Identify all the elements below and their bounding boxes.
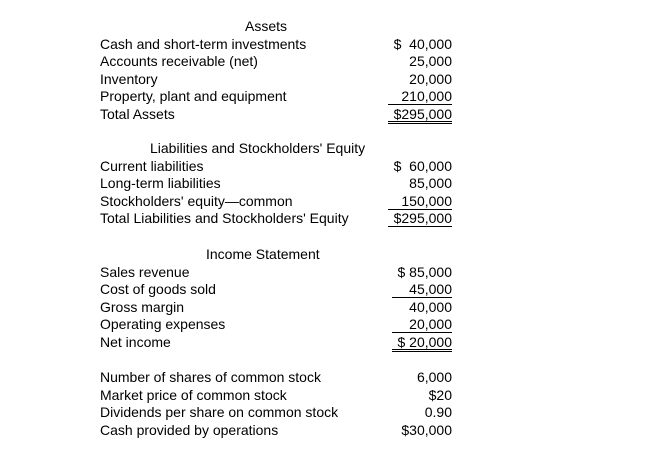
other-data-row xyxy=(100,422,452,440)
row-value: 0.90 xyxy=(424,404,452,421)
row-value: 20,000 xyxy=(392,317,452,333)
row-value: $ 60,000 xyxy=(393,157,452,174)
row-value: 45,000 xyxy=(392,282,452,298)
row-value: 20,000 xyxy=(409,70,452,87)
row-value: $20 xyxy=(428,386,452,403)
row-label: Net income xyxy=(100,333,171,350)
row-value: 210,000 xyxy=(388,89,452,105)
assets-total-row xyxy=(100,106,452,124)
income-row xyxy=(100,316,452,334)
row-value: 40,000 xyxy=(409,298,452,315)
assets-row xyxy=(100,53,452,71)
row-label: Operating expenses xyxy=(100,316,226,333)
income-row xyxy=(100,281,452,299)
row-label: Market price of common stock xyxy=(100,386,287,403)
other-data-section xyxy=(100,369,452,439)
row-label: Number of shares of common stock xyxy=(100,369,321,385)
row-label: Property, plant and equipment xyxy=(100,88,287,105)
row-label: Stockholders' equity—common xyxy=(100,192,293,209)
row-value: $ 40,000 xyxy=(393,35,452,52)
liabilities-row xyxy=(100,175,452,193)
row-value: 25,000 xyxy=(409,53,452,70)
row-label: Cash provided by operations xyxy=(100,421,279,438)
income-row xyxy=(100,264,452,282)
row-value: $295,000 xyxy=(388,211,452,227)
row-label: Total Assets xyxy=(100,105,175,122)
row-label: Long-term liabilities xyxy=(100,175,221,192)
assets-row xyxy=(100,36,452,54)
income-statement-heading: Income Statement xyxy=(206,246,320,262)
income-row xyxy=(100,299,452,317)
liabilities-total-row xyxy=(100,210,452,228)
row-label: Cash and short-term investments xyxy=(100,35,307,52)
assets-row xyxy=(100,71,452,89)
liabilities-row xyxy=(100,193,452,211)
row-label: Dividends per share on common stock xyxy=(100,404,339,421)
row-value: 6,000 xyxy=(416,369,452,385)
income-total-row xyxy=(100,334,452,352)
row-value: 85,000 xyxy=(409,175,452,192)
row-label: Gross margin xyxy=(100,298,185,315)
row-label: Current liabilities xyxy=(100,157,204,174)
row-value: $295,000 xyxy=(388,107,452,124)
assets-row xyxy=(100,88,452,106)
row-value: $ 20,000 xyxy=(392,335,452,352)
other-data-row xyxy=(100,404,452,422)
liabilities-equity-heading: Liabilities and Stockholders' Equity xyxy=(150,140,366,156)
other-data-row xyxy=(100,387,452,405)
row-label: Cost of goods sold xyxy=(100,281,216,298)
other-data-row xyxy=(100,369,452,387)
row-value: $ 85,000 xyxy=(397,263,452,280)
assets-heading: Assets xyxy=(245,18,288,34)
row-value: 150,000 xyxy=(388,194,452,210)
row-label: Sales revenue xyxy=(100,263,190,280)
row-label: Inventory xyxy=(100,70,158,87)
row-label: Accounts receivable (net) xyxy=(100,53,258,70)
row-value: $30,000 xyxy=(401,421,452,438)
row-label: Total Liabilities and Stockholders' Equity xyxy=(100,210,349,227)
liabilities-row xyxy=(100,158,452,176)
